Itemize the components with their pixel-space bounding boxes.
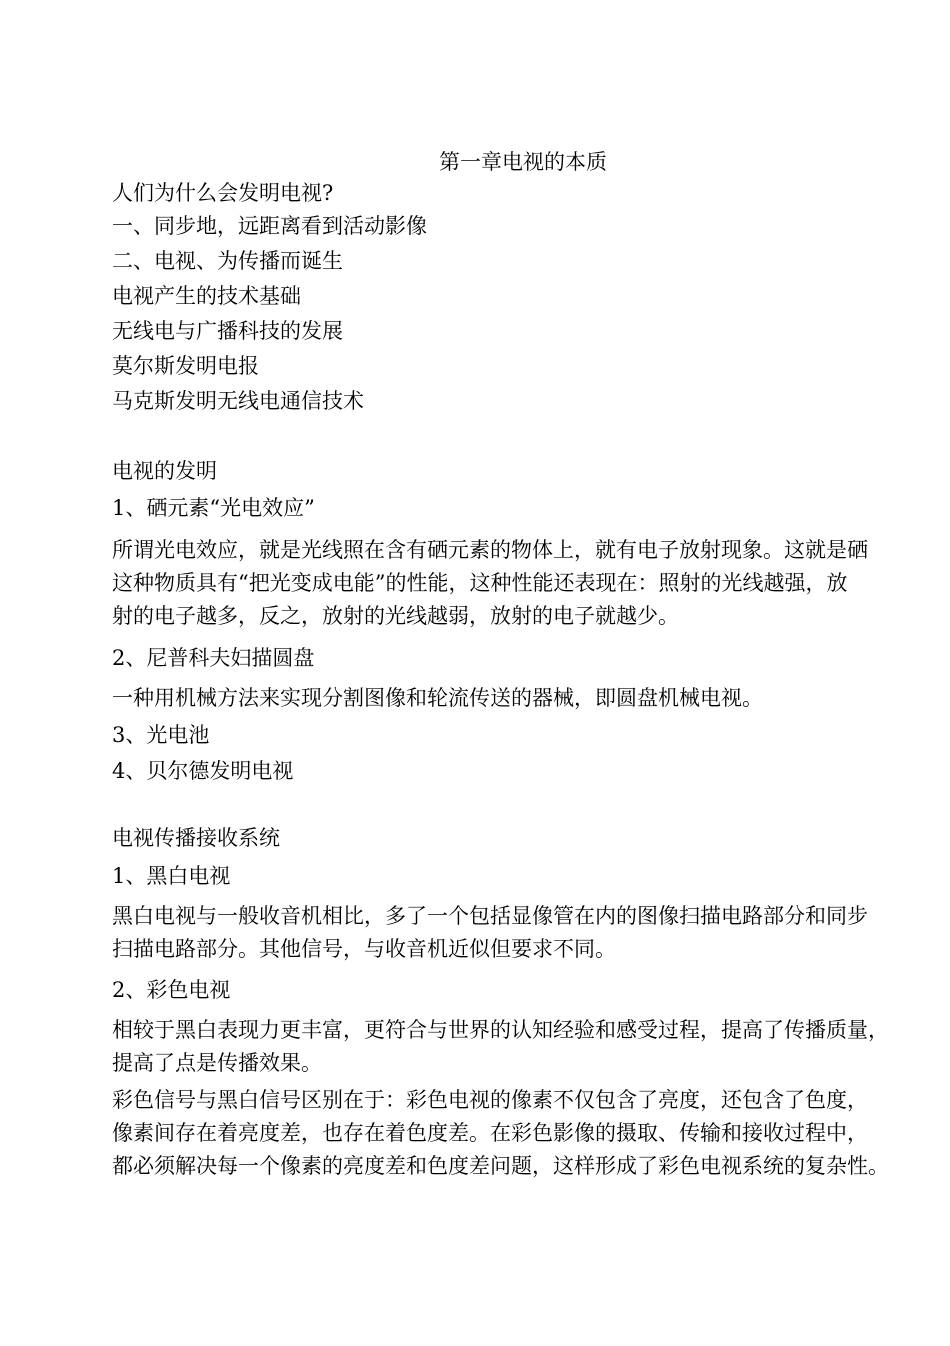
system-paragraph-1 [112, 900, 950, 966]
intro-item-2: 二、电视、为传播而诞生 [112, 249, 343, 273]
tech-basis-line-3: 马克斯发明无线电通信技术 [112, 389, 364, 413]
paragraph-line: 所谓光电效应，就是光线照在含有硒元素的物体上，就有电子放射现象。这就是硒 [112, 538, 868, 562]
paragraph-line: 这种物质具有“把光变成电能”的性能，这种性能还表现在：照射的光线越强，放 [112, 571, 848, 595]
invention-sub-1: 1、硒元素“光电效应” [112, 496, 315, 520]
invention-paragraph-2 [112, 682, 950, 715]
tech-basis-heading: 电视产生的技术基础 [112, 284, 301, 308]
system-paragraph-3 [112, 1084, 950, 1183]
invention-sub-4: 4、贝尔德发明电视 [112, 759, 294, 783]
paragraph-line: 都必须解决每一个像素的亮度差和色度差问题，这样形成了彩色电视系统的复杂性。 [112, 1154, 889, 1178]
chapter-title: 第一章电视的本质 [439, 150, 607, 174]
paragraph-line: 像素间存在着亮度差，也存在着色度差。在彩色影像的摄取、传输和接收过程中， [112, 1121, 868, 1145]
intro-item-1: 一、同步地，远距离看到活动影像 [112, 214, 427, 238]
system-heading: 电视传播接收系统 [112, 826, 280, 850]
system-sub-2: 2、彩色电视 [112, 978, 231, 1002]
system-sub-1: 1、黑白电视 [112, 864, 231, 888]
paragraph-line: 彩色信号与黑白信号区别在于：彩色电视的像素不仅包含了亮度，还包含了色度， [112, 1088, 868, 1112]
invention-sub-2: 2、尼普科夫妇描圆盘 [112, 646, 315, 670]
tech-basis-line-2: 莫尔斯发明电报 [112, 354, 259, 378]
intro-question: 人们为什么会发明电视? [112, 181, 334, 205]
tech-basis-line-1: 无线电与广播科技的发展 [112, 319, 343, 343]
paragraph-line: 提高了点是传播效果。 [112, 1051, 322, 1075]
paragraph-line: 扫描电路部分。其他信号，与收音机近似但要求不同。 [112, 937, 616, 961]
invention-heading: 电视的发明 [112, 459, 217, 483]
paragraph-line: 一种用机械方法来实现分割图像和轮流传送的器械，即圆盘机械电视。 [112, 686, 763, 710]
invention-sub-3: 3、光电池 [112, 723, 210, 747]
paragraph-line: 射的电子越多，反之，放射的光线越弱，放射的电子就越少。 [112, 604, 679, 628]
system-paragraph-2 [112, 1014, 950, 1080]
invention-paragraph-1 [112, 534, 950, 633]
paragraph-line: 黑白电视与一般收音机相比，多了一个包括显像管在内的图像扫描电路部分和同步 [112, 904, 868, 928]
paragraph-line: 相较于黑白表现力更丰富，更符合与世界的认知经验和感受过程，提高了传播质量， [112, 1018, 889, 1042]
